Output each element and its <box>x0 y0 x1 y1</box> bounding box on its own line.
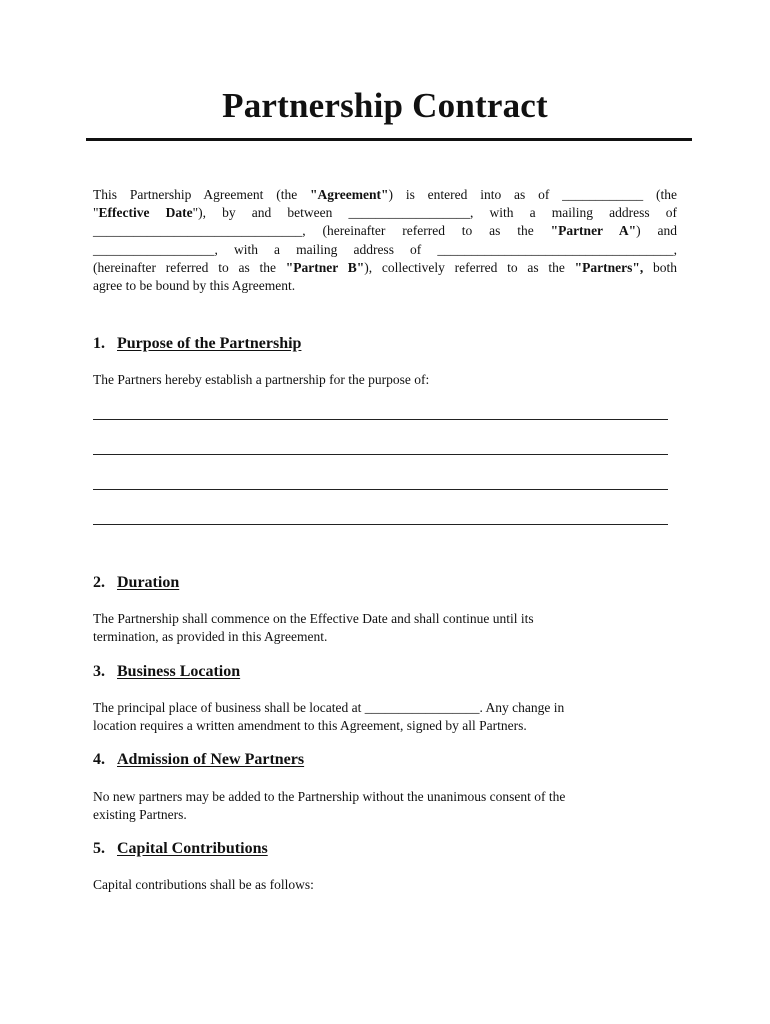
intro-text: agree to be bound by this Agreement. <box>93 278 296 294</box>
blank-fill-line <box>93 454 668 455</box>
title-divider <box>86 138 692 141</box>
section-title: Purpose of the Partnership <box>117 335 302 352</box>
body-line: The Partners hereby establish a partnership for the purpose of: <box>93 372 430 387</box>
intro-term-partner-b: "Partner B" <box>285 259 365 275</box>
body-line: location requires a written amendment to this Agreement, signed by all Partners. <box>93 718 527 733</box>
section-body-duration <box>93 610 534 646</box>
section-number: 3. <box>93 663 105 680</box>
intro-text: "), by and between __________________, with a mailing address of <box>192 205 677 221</box>
intro-line <box>93 204 677 222</box>
section-body-purpose <box>93 371 429 389</box>
body-line: existing Partners. <box>93 807 187 822</box>
section-title: Duration <box>117 574 180 591</box>
section-number: 5. <box>93 840 105 857</box>
intro-text: " <box>93 205 99 221</box>
intro-line <box>93 186 677 204</box>
section-number: 2. <box>93 574 105 591</box>
intro-line <box>93 222 677 240</box>
intro-text: __________________, with a mailing address of ___________________________________, <box>93 241 677 257</box>
intro-paragraph <box>93 186 677 295</box>
intro-term-effective-date: Effective Date <box>98 205 193 221</box>
intro-term-agreement: "Agreement" <box>310 187 389 202</box>
intro-term-partner-a: "Partner A" <box>550 223 637 239</box>
section-heading-duration <box>93 574 179 592</box>
section-heading-capital <box>93 840 268 858</box>
section-title: Business Location <box>117 663 241 680</box>
blank-fill-line <box>93 524 668 525</box>
blank-fill-line <box>93 419 668 420</box>
intro-text: ), collectively referred to as the <box>364 259 575 275</box>
body-line: termination, as provided in this Agreement. <box>93 629 328 644</box>
intro-text: ) is entered into as of ____________ (the <box>388 187 677 202</box>
intro-text: both <box>643 259 677 275</box>
body-line: No new partners may be added to the Partnership without the unanimous consent of the <box>93 789 566 804</box>
section-body-business-location <box>93 699 564 735</box>
body-line: The principal place of business shall be located at _________________. Any change in <box>93 700 565 715</box>
intro-text: (hereinafter referred to as the <box>93 259 286 275</box>
document-title: Partnership Contract <box>222 86 548 125</box>
intro-text: _______________________________, (hereinafter referred to as the <box>93 223 551 239</box>
section-heading-admission <box>93 751 304 769</box>
blank-fill-line <box>93 489 668 490</box>
intro-text: This Partnership Agreement (the <box>93 187 311 202</box>
section-body-capital <box>93 876 314 894</box>
section-number: 4. <box>93 751 105 768</box>
intro-line <box>93 277 677 295</box>
section-title: Admission of New Partners <box>117 751 305 768</box>
section-title: Capital Contributions <box>117 840 268 857</box>
intro-line <box>93 241 677 259</box>
intro-term-partners: "Partners", <box>574 259 644 275</box>
section-body-admission <box>93 788 565 824</box>
section-number: 1. <box>93 335 105 352</box>
intro-text: ) and <box>636 223 677 239</box>
intro-line <box>93 259 677 277</box>
section-heading-business-location <box>93 663 240 681</box>
section-heading-purpose <box>93 335 301 353</box>
body-line: Capital contributions shall be as follows: <box>93 877 314 892</box>
body-line: The Partnership shall commence on the Effective Date and shall continue until its <box>93 611 534 626</box>
